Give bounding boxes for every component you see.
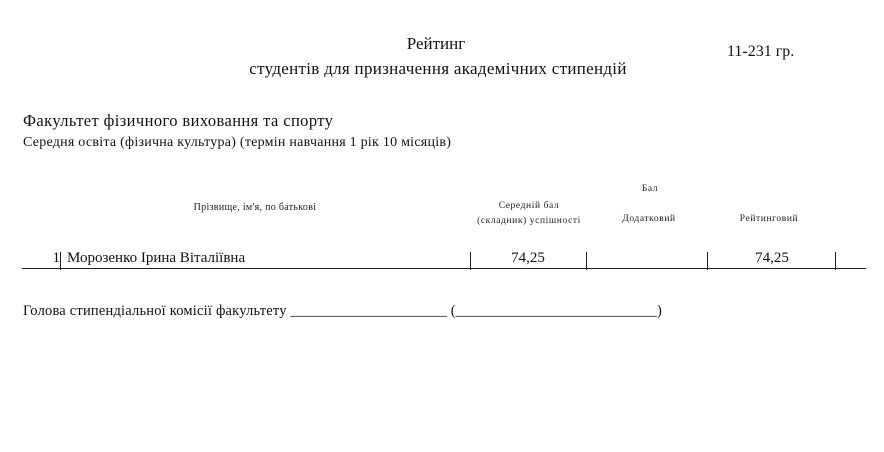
document-subtitle: студентів для призначення академічних стипендій bbox=[249, 59, 627, 78]
document-title: Рейтинг bbox=[406, 34, 466, 53]
row-bottom-border bbox=[22, 268, 866, 269]
rating-score: 74,25 bbox=[755, 250, 789, 266]
faculty-name: Факультет фізичного виховання та спорту bbox=[23, 111, 334, 130]
student-name: Морозенко Ірина Віталіївна bbox=[67, 250, 246, 266]
score-group-header: Бал bbox=[641, 184, 659, 194]
average-score: 74,25 bbox=[511, 250, 545, 266]
program-name: Середня освіта (фізична культура) (термін навчання 1 рік 10 місяців) bbox=[23, 135, 452, 150]
group-label: 11-231 гр. bbox=[727, 43, 795, 60]
average-column-header: Середній бал (складник) успішності bbox=[477, 201, 581, 226]
commission-chair-signature-line: Голова стипендіальної комісії факультету _____________________ (___________________________) bbox=[23, 303, 662, 319]
rating-column-header: Рейтинговий bbox=[739, 214, 799, 224]
row-number: 1 bbox=[52, 250, 60, 266]
additional-column-header: Додатковий bbox=[622, 214, 676, 224]
name-column-header: Прізвище, ім'я, по батькові bbox=[193, 202, 317, 213]
